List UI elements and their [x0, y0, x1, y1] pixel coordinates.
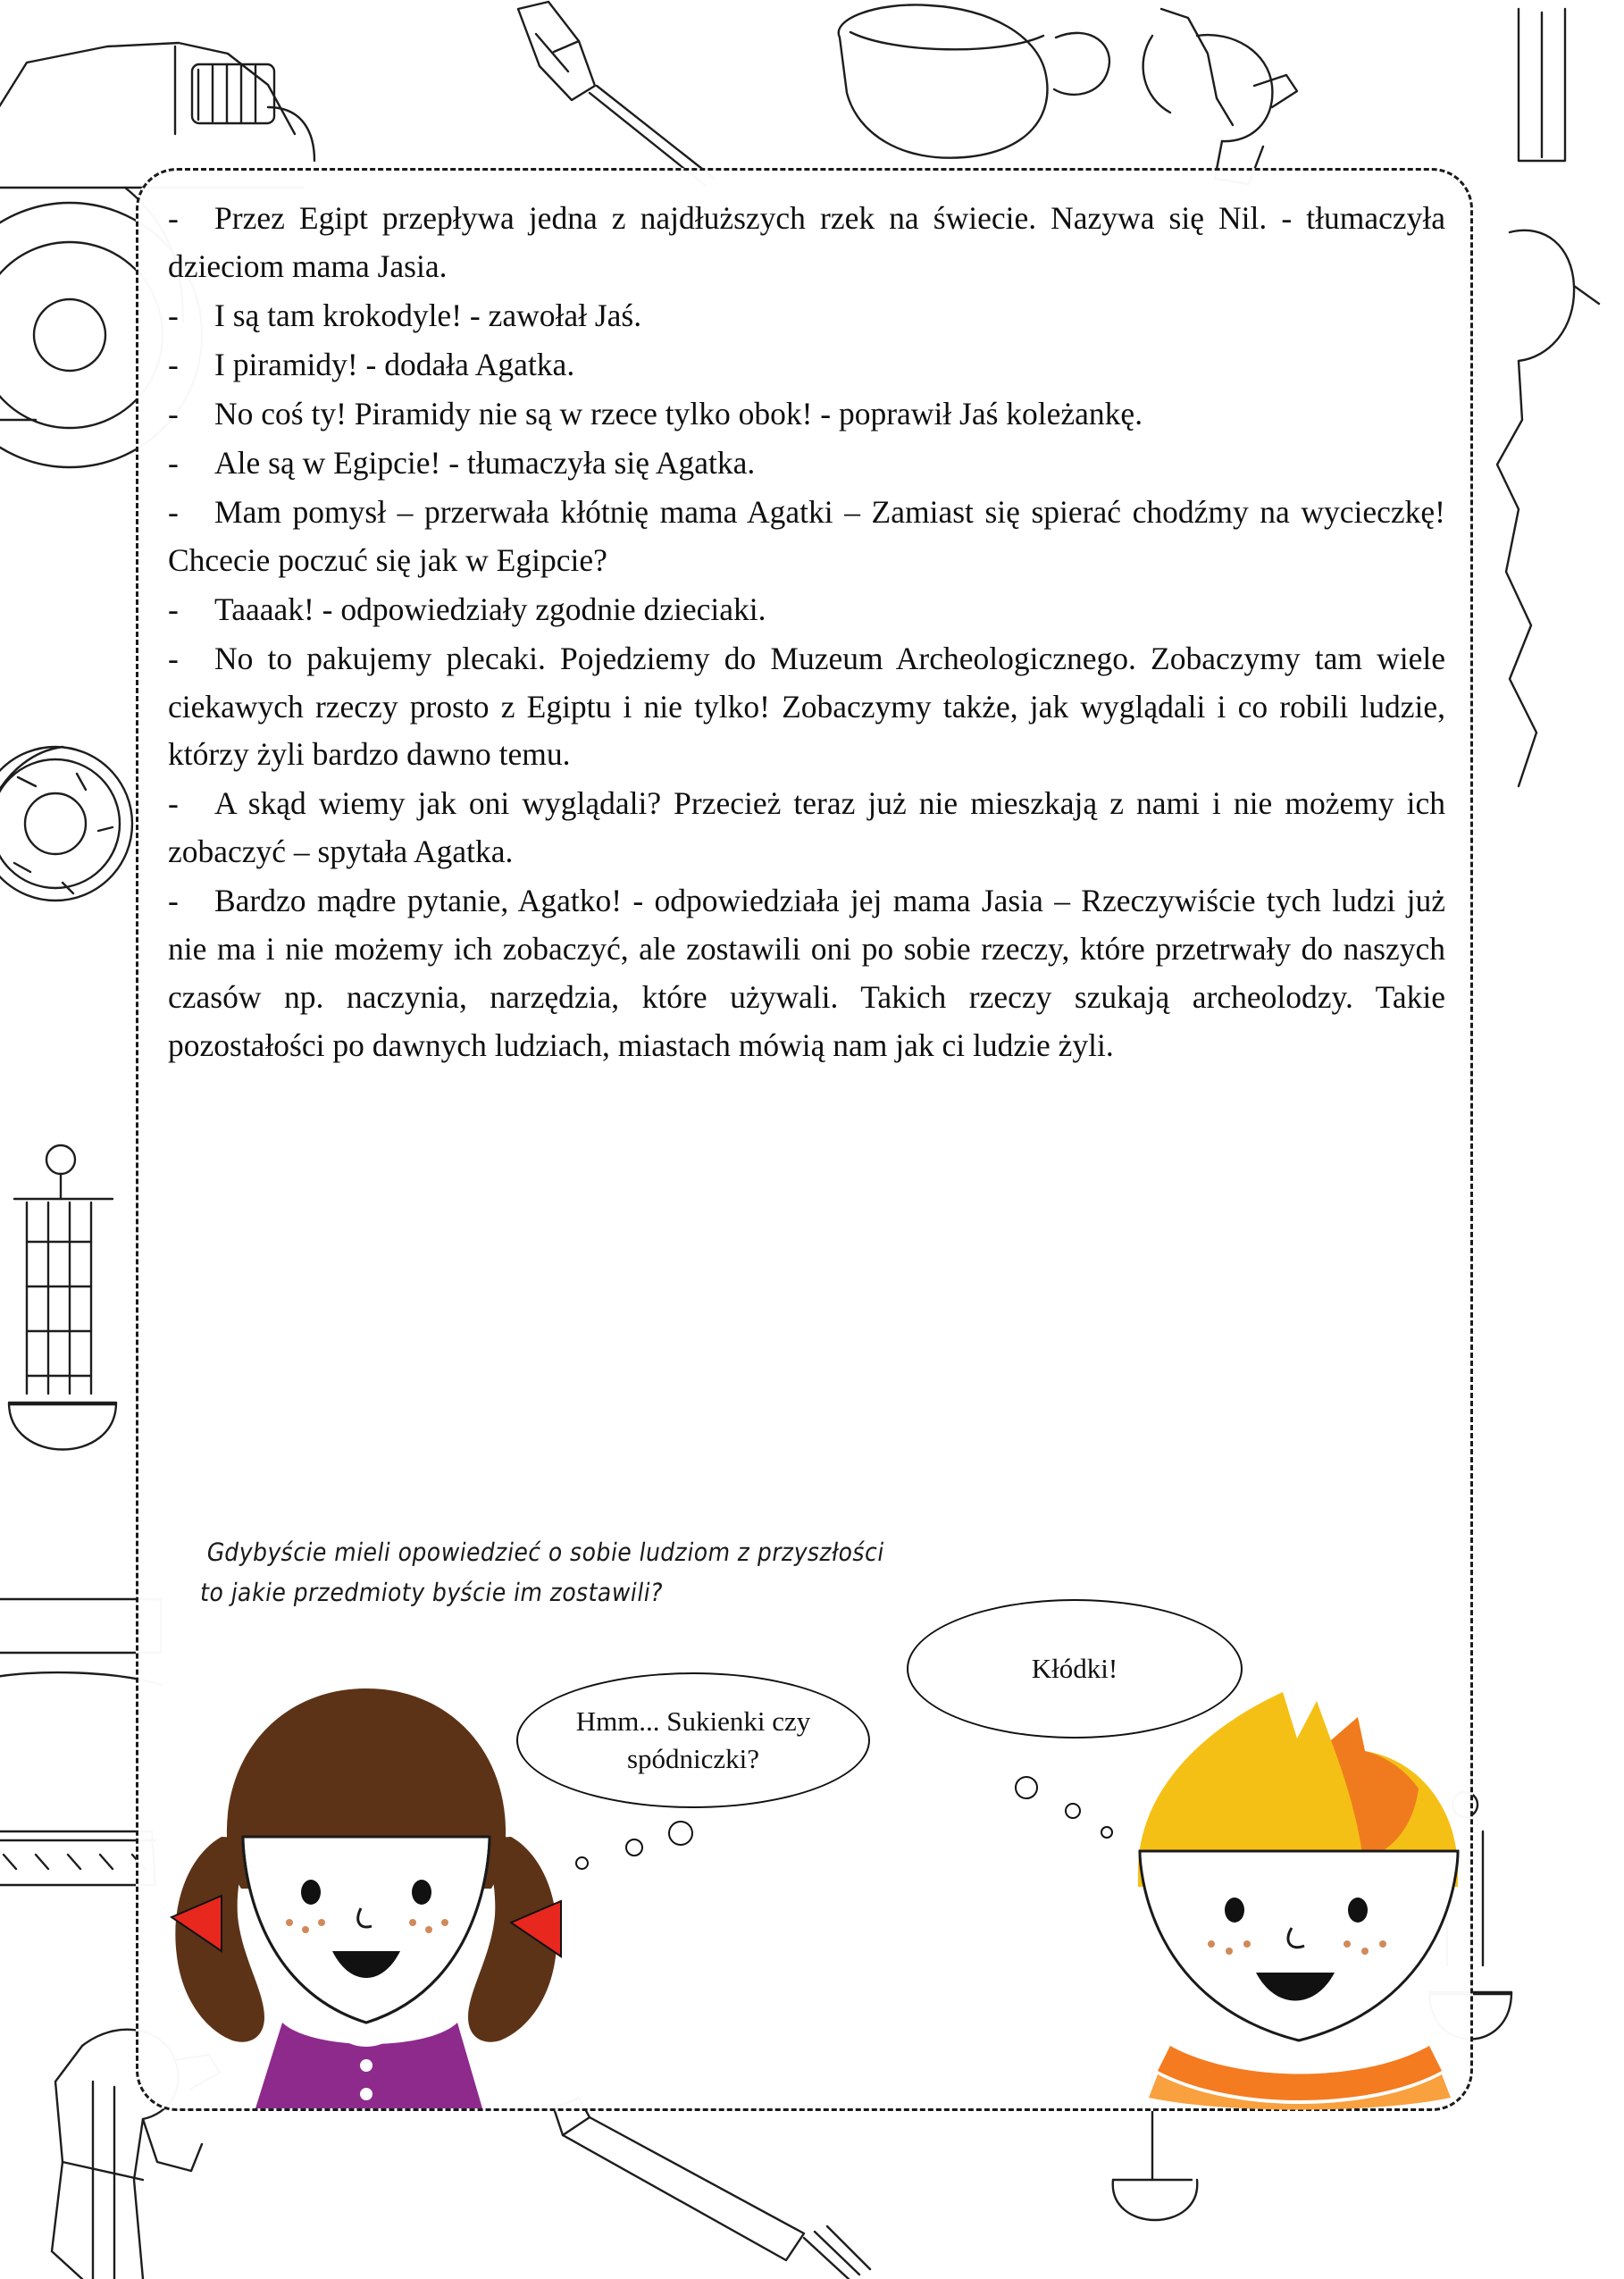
dialogue-dash: -: [168, 346, 179, 382]
story-paragraph: [168, 390, 1445, 439]
speech-bubble-dot: [625, 1839, 643, 1856]
story-paragraph-text: Taaaak! - odpowiedziały zgodnie dzieciaki.: [214, 591, 766, 627]
story-paragraph: [168, 292, 1445, 340]
dialogue-dash: -: [168, 200, 179, 236]
dialogue-dash: -: [168, 444, 179, 481]
dialogue-dash: -: [168, 883, 179, 919]
prompt-line-2: to jakie przedmioty byście im zostawili?: [197, 1578, 666, 1608]
coin-drawing: [0, 747, 132, 901]
story-paragraph-text: I piramidy! - dodała Agatka.: [214, 346, 575, 382]
speech-bubble-boy-text: Kłódki!: [1031, 1653, 1118, 1684]
story-paragraph: [168, 586, 1445, 634]
dialogue-dash: -: [168, 640, 179, 676]
boy-character: [1063, 1685, 1536, 2114]
story-paragraph-text: I są tam krokodyle! - zawołał Jaś.: [214, 297, 642, 333]
speech-bubble-girl-text: Hmm... Sukienki czy spódniczki?: [575, 1705, 811, 1774]
story-paragraph: [168, 780, 1445, 876]
story-paragraph: [168, 341, 1445, 390]
speech-bubble-dot: [1015, 1776, 1038, 1799]
scales-drawing: [9, 1145, 116, 1450]
dialogue-dash: -: [168, 591, 179, 627]
girl-character: [107, 1662, 625, 2108]
story-paragraph-text: Mam pomysł – przerwała kłótnię mama Agatki – Zamiast się spierać chodźmy na wycieczkę! Chcecie poczuć się jak w Egipcie?: [168, 493, 1445, 578]
story-paragraph: [168, 195, 1445, 291]
story-paragraph-text: A skąd wiemy jak oni wyglądali? Przecież teraz już nie mieszkają z nami i nie możemy ich zobaczyć – spytała Agatka.: [168, 785, 1445, 870]
story-paragraph-text: Bardzo mądre pytanie, Agatko! - odpowiedziała jej mama Jasia – Rzeczywiście tych ludzi już nie ma i nie możemy ich zobaczyć, ale zostawili oni po sobie rzeczy, które przetrwały do naszych czasów np. naczynia, narzędzia, które używali. Takich rzeczy szukają archeolodzy. Takie pozostałości po dawnych ludziach, miastach mówią nam jak ci ludzie żyli.: [168, 883, 1445, 1064]
story-text: [168, 195, 1445, 1071]
story-paragraph: [168, 440, 1445, 488]
dialogue-dash: -: [168, 395, 179, 432]
dialogue-dash: -: [168, 493, 179, 530]
story-paragraph-text: No to pakujemy plecaki. Pojedziemy do Muzeum Archeologicznego. Zobaczymy tam wiele ciekawych rzeczy prosto z Egiptu i nie tylko! Zobaczymy także, jak wyglądali i co robili ludzie, którzy żyli bardzo dawno temu.: [168, 640, 1445, 773]
torch-drawing: [518, 2, 715, 186]
story-paragraph: [168, 489, 1445, 585]
story-paragraph-text: Przez Egipt przepływa jedna z najdłuższych rzek na świecie. Nazywa się Nil. - tłumaczyła dzieciom mama Jasia.: [168, 200, 1445, 284]
story-paragraph-text: No coś ty! Piramidy nie są w rzece tylko obok! - poprawił Jaś koleżankę.: [214, 395, 1143, 432]
story-paragraph-text: Ale są w Egipcie! - tłumaczyła się Agatka.: [214, 444, 756, 481]
story-paragraph: [168, 877, 1445, 1070]
brush-drawing: [554, 2098, 870, 2279]
pot-and-figure-drawing: [839, 4, 1297, 184]
pottery-fragment-drawing: [1497, 9, 1599, 786]
dialogue-dash: -: [168, 297, 179, 333]
speech-bubble-dot: [668, 1821, 693, 1846]
prompt-line-1: Gdybyście mieli opowiedzieć o sobie ludziom z przyszłości: [205, 1537, 887, 1567]
dialogue-dash: -: [168, 785, 179, 822]
story-paragraph: [168, 635, 1445, 780]
